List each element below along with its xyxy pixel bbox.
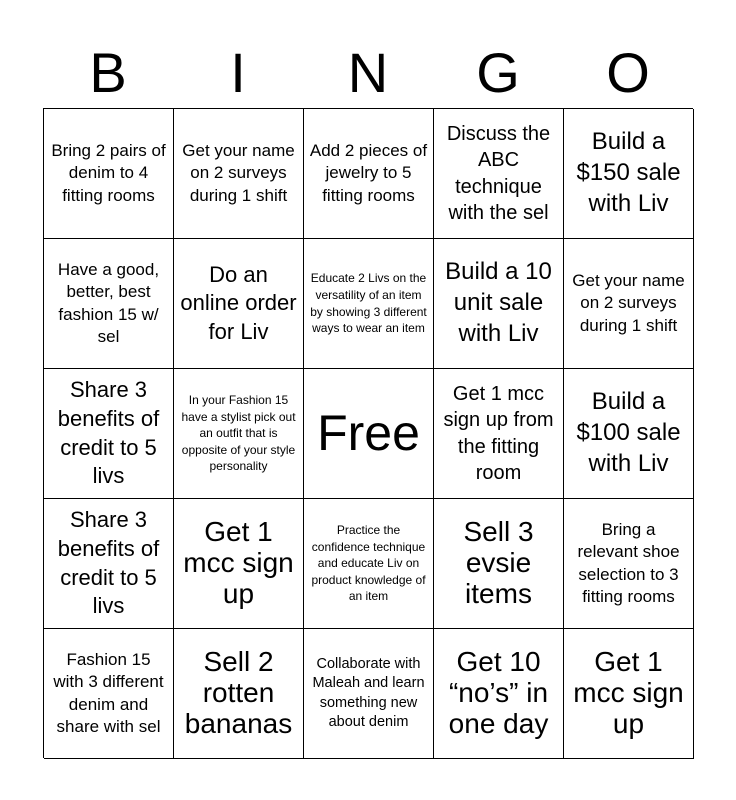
bingo-cell-r2-c5[interactable] bbox=[564, 239, 694, 369]
bingo-cell-r1-c3[interactable] bbox=[304, 109, 434, 239]
cell-text: Bring a relevant shoe selection to 3 fitting rooms bbox=[577, 519, 680, 606]
header-letter-i: I bbox=[230, 41, 246, 104]
bingo-cell-r4-c3[interactable] bbox=[304, 499, 434, 629]
bingo-cell-r3-c1[interactable] bbox=[44, 369, 174, 499]
bingo-cell-r2-c2[interactable] bbox=[174, 239, 304, 369]
cell-text: Educate 2 Livs on the versatility of an item by showing 3 different ways to wear an item bbox=[310, 271, 427, 336]
bingo-cell-r1-c5[interactable] bbox=[564, 109, 694, 239]
bingo-cell-r1-c1[interactable] bbox=[44, 109, 174, 239]
bingo-cell-r3-c2[interactable] bbox=[174, 369, 304, 499]
bingo-cell-r5-c1[interactable] bbox=[44, 629, 174, 759]
bingo-header bbox=[43, 40, 693, 106]
bingo-cell-r4-c4[interactable] bbox=[434, 499, 564, 629]
cell-text: Share 3 benefits of credit to 5 livs bbox=[57, 377, 160, 489]
bingo-cell-r1-c4[interactable] bbox=[434, 109, 564, 239]
header-letter-n: N bbox=[347, 41, 389, 104]
cell-text: Get 10 “no’s” in one day bbox=[448, 646, 549, 739]
bingo-cell-r3-c4[interactable] bbox=[434, 369, 564, 499]
bingo-cell-r5-c3[interactable] bbox=[304, 629, 434, 759]
bingo-cell-r5-c5[interactable] bbox=[564, 629, 694, 759]
cell-text: Sell 2 rotten bananas bbox=[184, 646, 293, 739]
bingo-cell-r1-c2[interactable] bbox=[174, 109, 304, 239]
header-letter-b: B bbox=[89, 41, 127, 104]
cell-text: Get your name on 2 surveys during 1 shift bbox=[182, 140, 295, 205]
cell-text: In your Fashion 15 have a stylist pick out an outfit that is opposite of your style personality bbox=[181, 393, 296, 474]
cell-text: Bring 2 pairs of denim to 4 fitting rooms bbox=[51, 140, 166, 205]
cell-text: Have a good, better, best fashion 15 w/ sel bbox=[57, 259, 160, 346]
bingo-cell-r5-c4[interactable] bbox=[434, 629, 564, 759]
bingo-cell-r5-c2[interactable] bbox=[174, 629, 304, 759]
cell-text: Get your name on 2 surveys during 1 shift bbox=[572, 270, 685, 335]
bingo-cell-r4-c5[interactable] bbox=[564, 499, 694, 629]
bingo-board bbox=[43, 108, 693, 758]
cell-text: Get 1 mcc sign up bbox=[183, 516, 294, 609]
bingo-cell-free[interactable] bbox=[304, 369, 434, 499]
free-space-text: Free bbox=[317, 405, 420, 461]
bingo-cell-r3-c5[interactable] bbox=[564, 369, 694, 499]
bingo-cell-r2-c1[interactable] bbox=[44, 239, 174, 369]
cell-text: Collaborate with Maleah and learn something new about denim bbox=[312, 656, 425, 730]
bingo-cell-r4-c1[interactable] bbox=[44, 499, 174, 629]
cell-text: Build a $100 sale with Liv bbox=[576, 388, 681, 477]
cell-text: Build a $150 sale with Liv bbox=[576, 128, 681, 217]
cell-text: Fashion 15 with 3 different denim and share with sel bbox=[53, 649, 164, 736]
bingo-cell-r2-c3[interactable] bbox=[304, 239, 434, 369]
cell-text: Build a 10 unit sale with Liv bbox=[445, 258, 552, 347]
cell-text: Share 3 benefits of credit to 5 livs bbox=[57, 507, 160, 619]
header-letter-o: O bbox=[606, 41, 650, 104]
cell-text: Get 1 mcc sign up from the fitting room bbox=[443, 382, 554, 484]
cell-text: Practice the confidence technique and educate Liv on product knowledge of an item bbox=[311, 523, 426, 604]
cell-text: Get 1 mcc sign up bbox=[573, 646, 684, 739]
header-letter-g: G bbox=[476, 41, 520, 104]
cell-text: Sell 3 evsie items bbox=[463, 516, 534, 609]
bingo-cell-r4-c2[interactable] bbox=[174, 499, 304, 629]
cell-text: Discuss the ABC technique with the sel bbox=[446, 122, 551, 224]
cell-text: Add 2 pieces of jewelry to 5 fitting rooms bbox=[309, 140, 428, 205]
cell-text: Do an online order for Liv bbox=[180, 261, 297, 344]
bingo-cell-r2-c4[interactable] bbox=[434, 239, 564, 369]
